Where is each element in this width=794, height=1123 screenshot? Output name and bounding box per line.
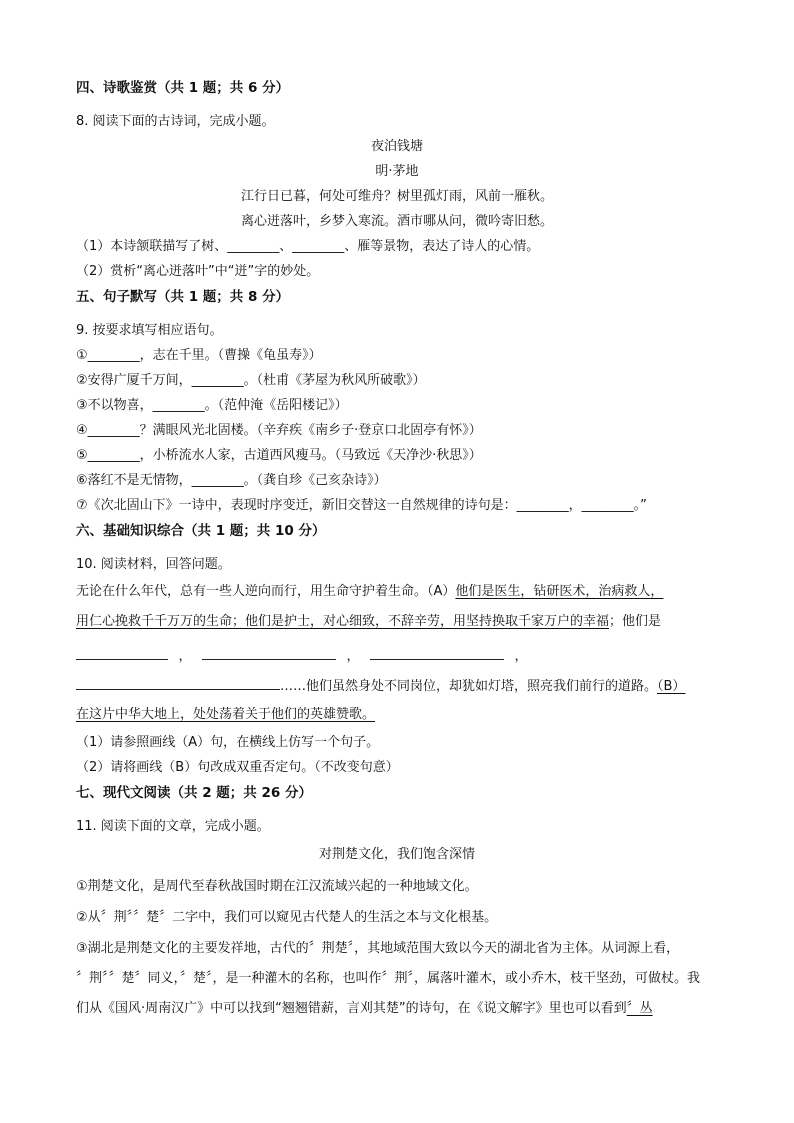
underlined-text: 〞丛 xyxy=(626,1001,653,1016)
underlined-sentence-a: 他们是医生，钻研医术，治病救人， xyxy=(455,584,664,599)
material-text: ……他们虽然身处不同岗位，却犹如灯塔，照亮我们前行的道路。 xyxy=(280,679,658,694)
material-line-1 xyxy=(76,582,663,602)
material-text: ；他们是 xyxy=(609,614,662,629)
poem-author: 明·茅地 xyxy=(375,164,419,179)
dictation-item-3: ③不以物喜，________。（范仲淹《岳阳楼记》） xyxy=(76,398,348,413)
blank-4[interactable] xyxy=(76,675,280,690)
material-line-4 xyxy=(76,675,685,697)
dictation-item-1: ①________，志在千里。（曹操《龟虽寿》） xyxy=(76,348,322,363)
poem-line-2: 离心迸落叶，乡梦入寒流。酒市哪从问，微吟寄旧愁。 xyxy=(240,214,553,229)
article-para-3-line-1: ③湖北是荆楚文化的主要发祥地，古代的〞荆楚〞，其地域范围大致以今天的湖北省为主体。从词源上看， xyxy=(76,941,680,956)
underlined-sentence-b-marker: （B） xyxy=(657,679,686,694)
article-para-3-line-3 xyxy=(76,999,653,1019)
dictation-item-5: ⑤________，小桥流水人家，古道西风瘦马。（马致远《天净沙·秋思》） xyxy=(76,448,482,463)
comma: ， xyxy=(178,649,192,664)
dictation-item-7: ⑦《次北固山下》一诗中，表现时序变迁，新旧交替这一自然规律的诗句是：________，________。” xyxy=(76,498,647,513)
question-11-stem: 11. 阅读下面的文章，完成小题。 xyxy=(76,819,270,834)
blank-3[interactable] xyxy=(370,645,504,660)
question-10-1: （1）请参照画线（A）句，在横线上仿写一个句子。 xyxy=(76,735,380,750)
article-title: 对荆楚文化，我们饱含深情 xyxy=(318,847,475,862)
blank-2[interactable] xyxy=(202,645,336,660)
section-heading-dictation: 五、句子默写（共 1 题；共 8 分） xyxy=(76,289,290,305)
article-para-1: ①荆楚文化，是周代至春秋战国时期在江汉流域兴起的一种地域文化。 xyxy=(76,879,478,894)
material-line-5 xyxy=(76,705,375,725)
section-heading-basics: 六、基础知识综合（共 1 题；共 10 分） xyxy=(76,523,326,539)
dictation-item-2: ②安得广厦千万间，________。（杜甫《茅屋为秋风所破歌》） xyxy=(76,373,426,388)
comma: ， xyxy=(346,649,360,664)
question-10-2: （2）请将画线（B）句改成双重否定句。（不改变句意） xyxy=(76,760,399,775)
article-para-3-line-2: 〞荆〞〞楚〞同义，〞楚〞，是一种灌木的名称，也叫作〞荆〞，属落叶灌木，或小乔木，枝干坚劲，可做杖。我 xyxy=(76,971,701,986)
article-para-2: ②从〞荆〞〞楚〞二字中，我们可以窥见古代楚人的生活之本与文化根基。 xyxy=(76,910,498,925)
underlined-sentence-b: 在这片中华大地上，处处荡着关于他们的英雄赞歌。 xyxy=(76,707,376,722)
question-8-2: （2）赏析“离心迸落叶”中“迸”字的妙处。 xyxy=(76,264,320,279)
section-heading-reading: 七、现代文阅读（共 2 题；共 26 分） xyxy=(76,785,312,801)
question-9-stem: 9. 按要求填写相应语句。 xyxy=(76,323,223,338)
dictation-item-6: ⑥落红不是无情物，________。（龚自珍《己亥杂诗》） xyxy=(76,473,387,488)
blank-1[interactable] xyxy=(76,645,168,660)
material-line-2 xyxy=(76,612,661,632)
article-text: 们从《国风·周南汉广》中可以找到“翘翘错薪，言刈其楚”的诗句，在《说文解字》里也可以看到 xyxy=(76,1001,627,1016)
poem-line-1: 江行日已暮，何处可维舟？树里孤灯雨，风前一雁秋。 xyxy=(240,189,553,204)
dictation-item-4: ④________？满眼风光北固楼。（辛弃疾《南乡子·登京口北固亭有怀》） xyxy=(76,423,482,438)
question-8-1: （1）本诗颔联描写了树、________、________、雁等景物，表达了诗人的心情。 xyxy=(76,239,540,254)
material-text: 无论在什么年代，总有一些人逆向而行，用生命守护着生命。（A） xyxy=(76,584,456,599)
blank-line-row xyxy=(76,645,538,667)
comma: ， xyxy=(514,649,528,664)
question-8-stem: 8. 阅读下面的古诗词，完成小题。 xyxy=(76,114,275,129)
question-10-stem: 10. 阅读材料，回答问题。 xyxy=(76,557,231,572)
underlined-sentence-a-cont: 用仁心挽救千千万万的生命；他们是护士，对心细致，不辞辛劳，用坚持换取千家万户的幸福 xyxy=(76,614,610,629)
poem-title: 夜泊钱塘 xyxy=(370,139,423,154)
section-heading-poetry: 四、诗歌鉴赏（共 1 题；共 6 分） xyxy=(76,80,290,96)
